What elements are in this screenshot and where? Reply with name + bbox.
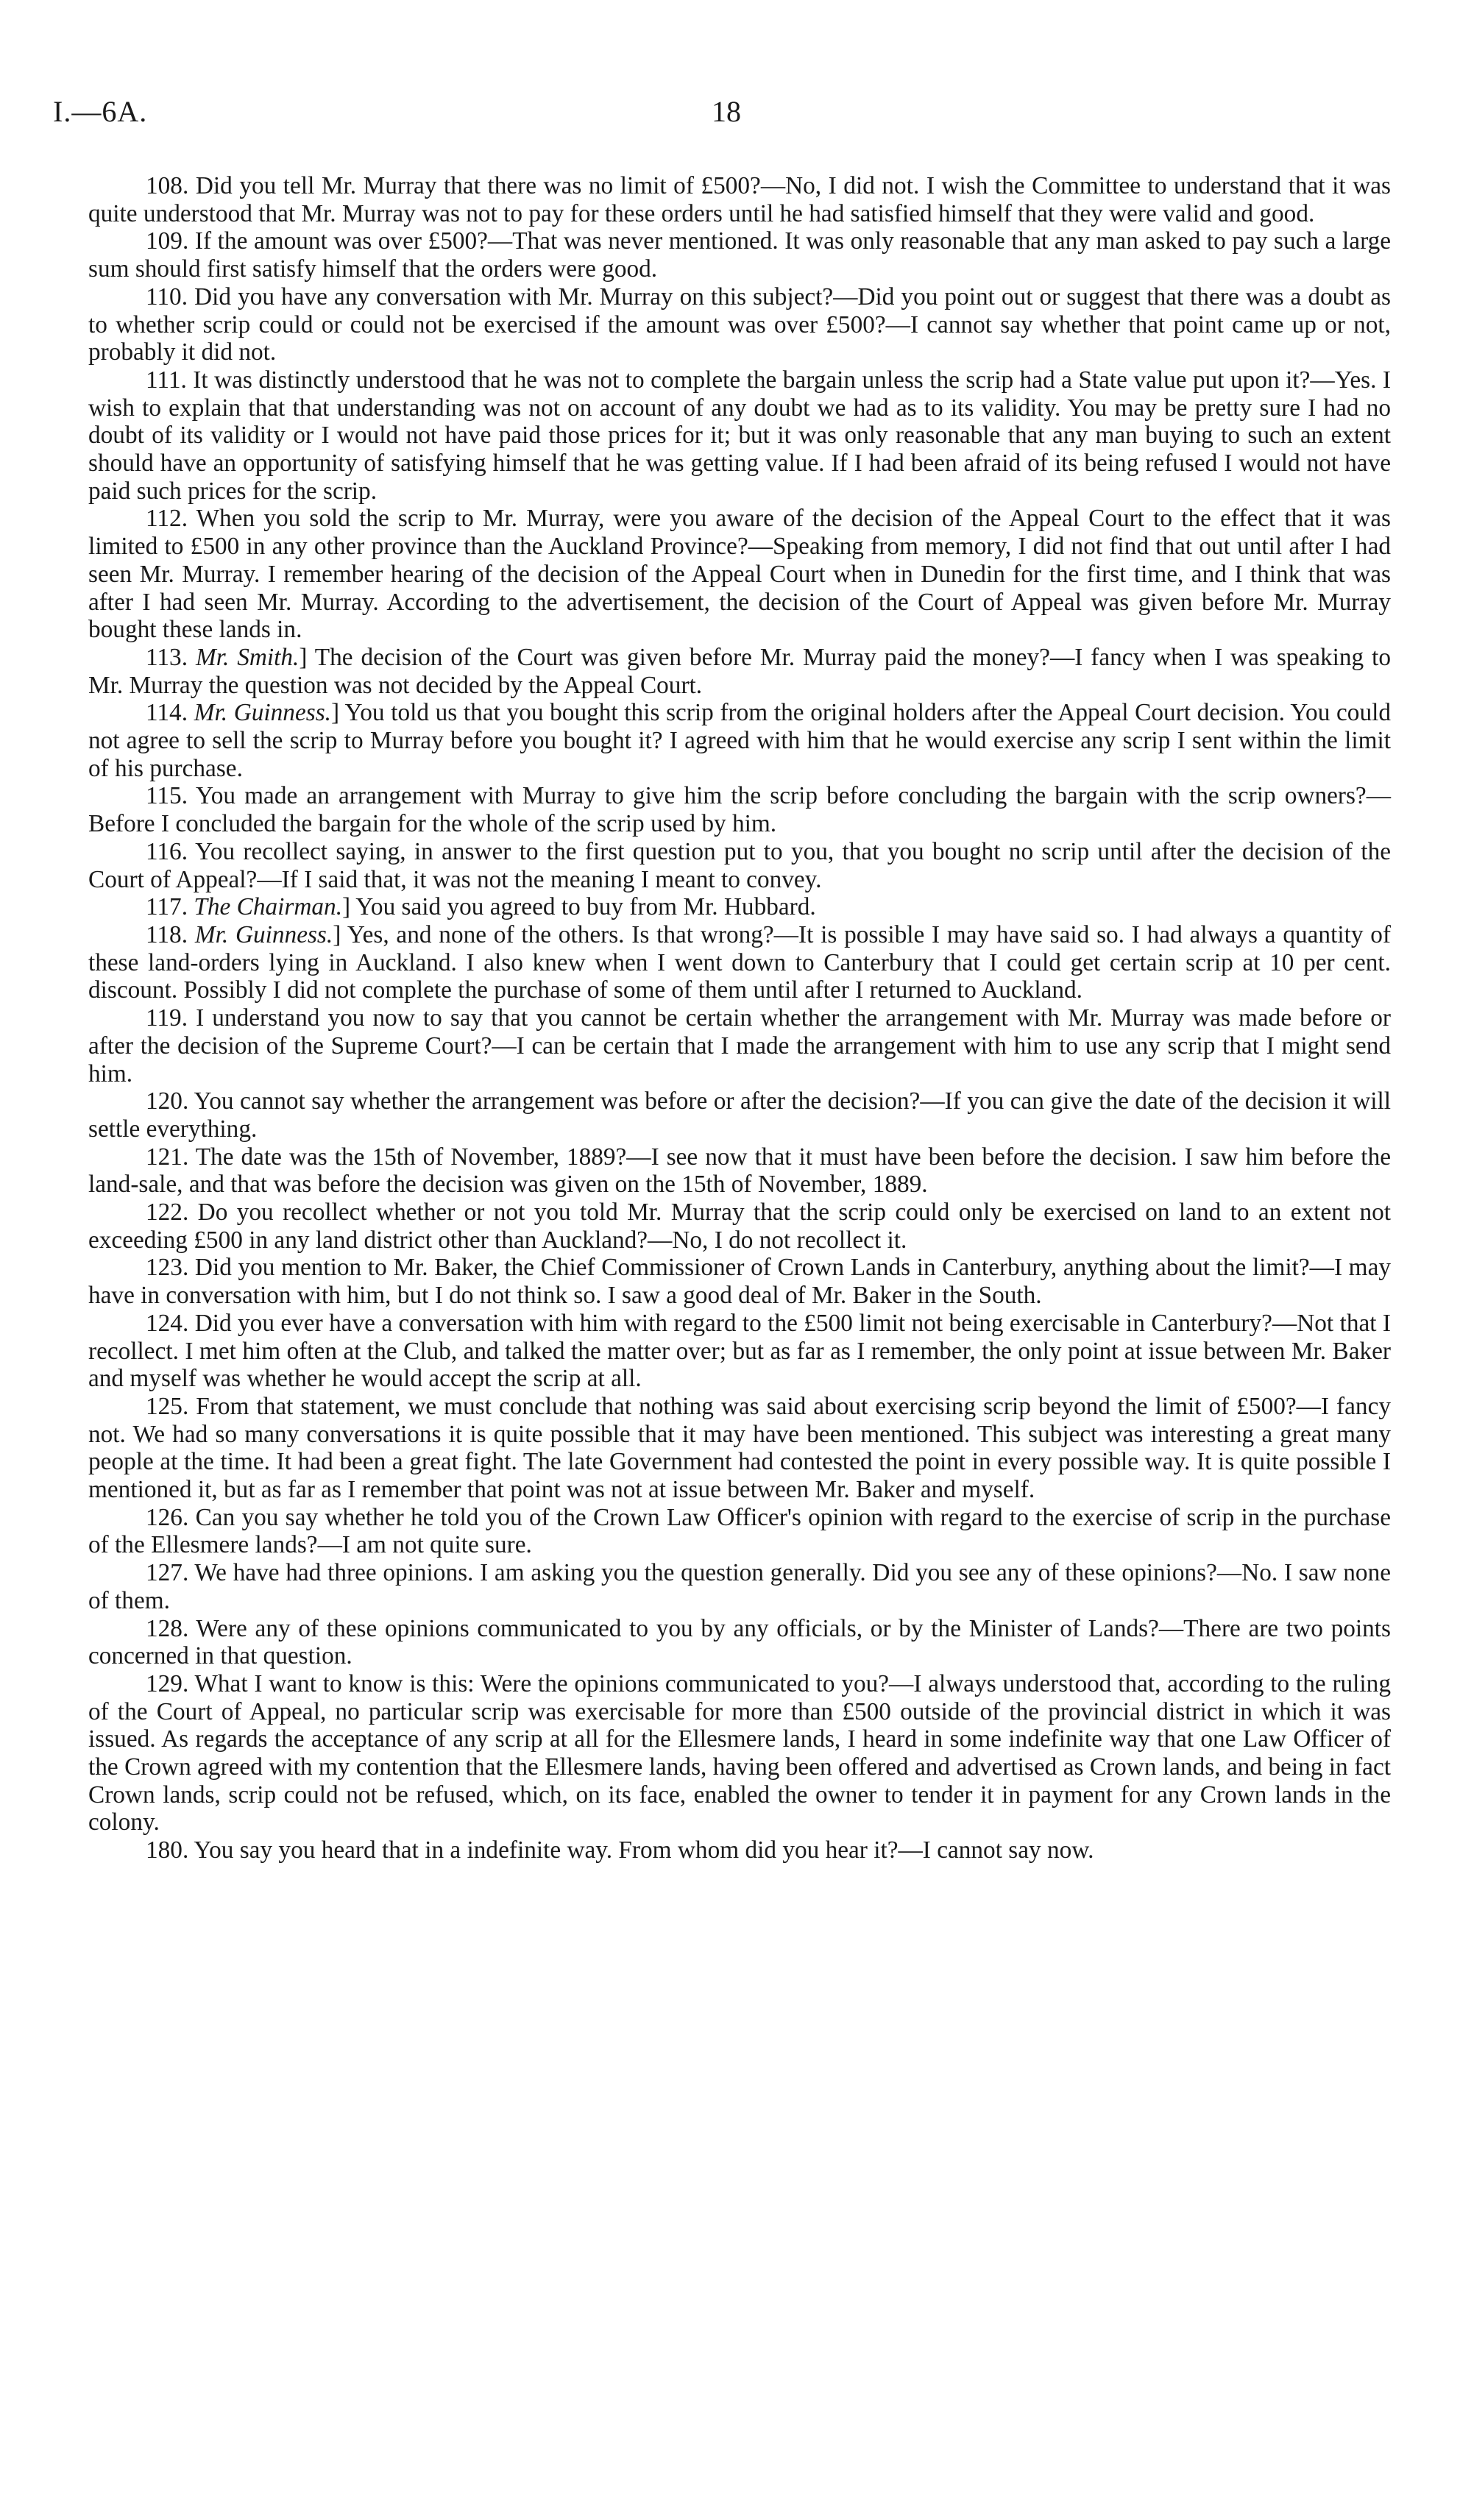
speaker-name: The Chairman.	[194, 893, 343, 921]
page-number: 18	[712, 95, 741, 128]
paragraph-text: Can you say whether he told you of the Crown Law Officer's opinion with regard to the exercise of scrip in the purchase of the Ellesmere lands?—I am not quite sure.	[88, 1503, 1391, 1559]
speaker-bracket: ]	[299, 643, 308, 671]
question-number: 110.	[146, 283, 188, 310]
evidence-paragraph-121	[88, 1143, 1391, 1199]
question-number: 113.	[146, 643, 188, 671]
paragraph-text: Did you have any conversation with Mr. Murray on this subject?—Did you point out or suggest that there was a doubt as to whether scrip could or could not be exercised if the amount was over £500?—I cannot say whether that point came up or not, probably it did not.	[88, 283, 1391, 366]
speaker-name: Mr. Smith.	[195, 643, 300, 671]
paragraph-text: It was distinctly understood that he was not to complete the bargain unless the scrip had a State value put upon it?—Yes. I wish to explain that that understanding was not on account of any doubt we had as to its validity. You may be pretty sure I had no doubt of its validity or I would not have paid those prices for it; but it was only reasonable that any man buying to such an extent should have an opportunity of satisfying himself that he was getting value. If I had been afraid of its being refused I would not have paid such prices for the scrip.	[88, 366, 1391, 505]
question-number: 128.	[146, 1614, 189, 1642]
evidence-paragraph-129	[88, 1670, 1391, 1836]
paragraph-text: Were any of these opinions communicated to you by any officials, or by the Minister of Lands?—There are two points concerned in that question.	[88, 1614, 1391, 1670]
question-number: 112.	[146, 505, 188, 533]
evidence-paragraph-115	[88, 782, 1391, 837]
paragraph-text: The date was the 15th of November, 1889?—I see now that it must have been before the decision. I saw him before the land-sale, and that was before the decision was given on the 15th of November, 1889.	[88, 1143, 1391, 1199]
evidence-paragraph-117	[88, 893, 1391, 921]
question-number: 118.	[146, 920, 188, 948]
question-number: 126.	[146, 1503, 189, 1531]
evidence-paragraph-118	[88, 921, 1391, 1004]
paragraph-text: You say you heard that in a indefinite way. From whom did you hear it?—I cannot say now.	[194, 1836, 1094, 1864]
evidence-paragraph-127	[88, 1559, 1391, 1614]
paragraph-text: We have had three opinions. I am asking you the question generally. Did you see any of these opinions?—No. I saw none of them.	[88, 1559, 1391, 1614]
document-reference: I.—6A.	[53, 95, 148, 128]
question-number: 109.	[146, 227, 189, 255]
evidence-body	[88, 172, 1391, 1864]
paragraph-text: If the amount was over £500?—That was never mentioned. It was only reasonable that any man asked to pay such a large sum should first satisfy himself that the orders were good.	[88, 227, 1391, 283]
evidence-paragraph-113	[88, 644, 1391, 699]
paragraph-text: From that statement, we must conclude that nothing was said about exercising scrip beyond the limit of £500?—I fancy not. We had so many conversations it is quite possible that it may have been mentioned. This subject was interesting a great many people at the time. It had been a great fight. The late Government had contested the point in every possible way. It is quite possible I mentioned it, but as far as I remember that point was not at issue between Mr. Baker and myself.	[88, 1392, 1391, 1504]
paragraph-text: What I want to know is this: Were the opinions communicated to you?—I always understood that, according to the ruling of the Court of Appeal, no particular scrip was exercisable for more than £500 outside of the provincial district in which it was issued. As regards the acceptance of any scrip at all for the Ellesmere lands, I heard in some indefinite way that one Law Officer of the Crown agreed with my contention that the Ellesmere lands, having been offered and advertised as Crown lands, and being in fact Crown lands, scrip could not be refused, which, on its face, enabled the owner to tender it in payment for any Crown lands in the colony.	[88, 1669, 1391, 1836]
question-number: 129.	[146, 1669, 189, 1697]
page-header	[53, 94, 1391, 138]
evidence-paragraph-111	[88, 366, 1391, 505]
evidence-paragraph-126	[88, 1504, 1391, 1559]
question-number: 117.	[146, 893, 188, 921]
paragraph-text: You recollect saying, in answer to the first question put to you, that you bought no scrip until after the decision of the Court of Appeal?—If I said that, it was not the meaning I meant to convey.	[88, 837, 1391, 893]
evidence-paragraph-124	[88, 1310, 1391, 1393]
paragraph-text: When you sold the scrip to Mr. Murray, were you aware of the decision of the Appeal Court to the effect that it was limited to £500 in any other province than the Auckland Province?—Speaking from memory, I did not find that out until after I had seen Mr. Murray. I remember hearing of the decision of the Appeal Court when in Dunedin for the first time, and I think that was after I had seen Mr. Murray. According to the advertisement, the decision of the Court of Appeal was given before Mr. Murray bought these lands in.	[88, 505, 1391, 644]
speaker-name: Mr. Guinness.	[194, 699, 331, 727]
evidence-paragraph-128	[88, 1615, 1391, 1670]
evidence-paragraph-109	[88, 227, 1391, 283]
paragraph-text: Yes, and none of the others. Is that wrong?—It is possible I may have said so. I had always a quantity of these land-orders lying in Auckland. I also knew when I went down to Canterbury that I could get certain scrip at 10 per cent. discount. Possibly I did not complete the purchase of some of them until after I returned to Auckland.	[88, 920, 1391, 1004]
evidence-paragraph-122	[88, 1199, 1391, 1254]
question-number: 111.	[146, 366, 187, 394]
question-number: 119.	[146, 1004, 188, 1032]
paragraph-text: Did you tell Mr. Murray that there was no limit of £500?—No, I did not. I wish the Committee to understand that it was quite understood that Mr. Murray was not to pay for these orders until he had satisfied himself that they were valid and good.	[88, 172, 1391, 227]
paragraph-text: I understand you now to say that you cannot be certain whether the arrangement with Mr. Murray was made before or after the decision of the Supreme Court?—I can be certain that I made the arrangement with him to use any scrip that I might send him.	[88, 1004, 1391, 1087]
speaker-name: Mr. Guinness.	[194, 920, 333, 948]
question-number: 115.	[146, 782, 188, 810]
evidence-paragraph-116	[88, 838, 1391, 893]
evidence-paragraph-112	[88, 505, 1391, 644]
question-number: 108.	[146, 172, 189, 199]
evidence-paragraph-180	[88, 1836, 1391, 1864]
evidence-paragraph-110	[88, 283, 1391, 366]
paragraph-text: You told us that you bought this scrip from the original holders after the Appeal Court decision. You could not agree to sell the scrip to Murray before you bought it? I agreed with him that he would exercise any scrip I sent within the limit of his purchase.	[88, 699, 1391, 782]
question-number: 125.	[146, 1392, 189, 1420]
paragraph-text: Did you mention to Mr. Baker, the Chief Commissioner of Crown Lands in Canterbury, anything about the limit?—I may have in conversation with him, but I do not think so. I saw a good deal of Mr. Baker in the South.	[88, 1254, 1392, 1310]
paragraph-text: You made an arrangement with Murray to give him the scrip before concluding the bargain with the scrip owners?—Before I concluded the bargain for the whole of the scrip used by him.	[88, 782, 1391, 838]
question-number: 114.	[146, 699, 188, 727]
paragraph-text: You cannot say whether the arrangement was before or after the decision?—If you can give the date of the decision it will settle everything.	[88, 1087, 1392, 1143]
speaker-bracket: ]	[342, 893, 351, 921]
question-number: 121.	[146, 1143, 189, 1171]
question-number: 120.	[146, 1087, 189, 1115]
question-number: 180.	[146, 1836, 189, 1864]
evidence-paragraph-114	[88, 699, 1391, 782]
speaker-bracket: ]	[333, 920, 341, 948]
evidence-paragraph-120	[88, 1087, 1391, 1143]
evidence-paragraph-123	[88, 1254, 1391, 1309]
evidence-paragraph-119	[88, 1004, 1391, 1087]
paragraph-text: Did you ever have a conversation with him with regard to the £500 limit not being exercisable in Canterbury?—Not that I recollect. I met him often at the Club, and talked the matter over; but as far as I remember, the only point at issue between Mr. Baker and myself was whether he would accept the scrip at all.	[88, 1309, 1391, 1393]
question-number: 123.	[146, 1254, 189, 1282]
paragraph-text: Do you recollect whether or not you told Mr. Murray that the scrip could only be exercised on land to an extent not exceeding £500 in any land district other than Auckland?—No, I do not recollect it.	[88, 1199, 1391, 1254]
question-number: 127.	[146, 1559, 189, 1587]
speaker-bracket: ]	[330, 699, 340, 727]
paragraph-text: You said you agreed to buy from Mr. Hubbard.	[355, 893, 816, 921]
evidence-paragraph-125	[88, 1393, 1391, 1504]
evidence-paragraph-108	[88, 172, 1391, 227]
paragraph-text: The decision of the Court was given before Mr. Murray paid the money?—I fancy when I was speaking to Mr. Murray the question was not decided by the Appeal Court.	[88, 643, 1392, 699]
question-number: 116.	[146, 837, 188, 865]
question-number: 124.	[146, 1309, 189, 1337]
question-number: 122.	[146, 1199, 189, 1227]
